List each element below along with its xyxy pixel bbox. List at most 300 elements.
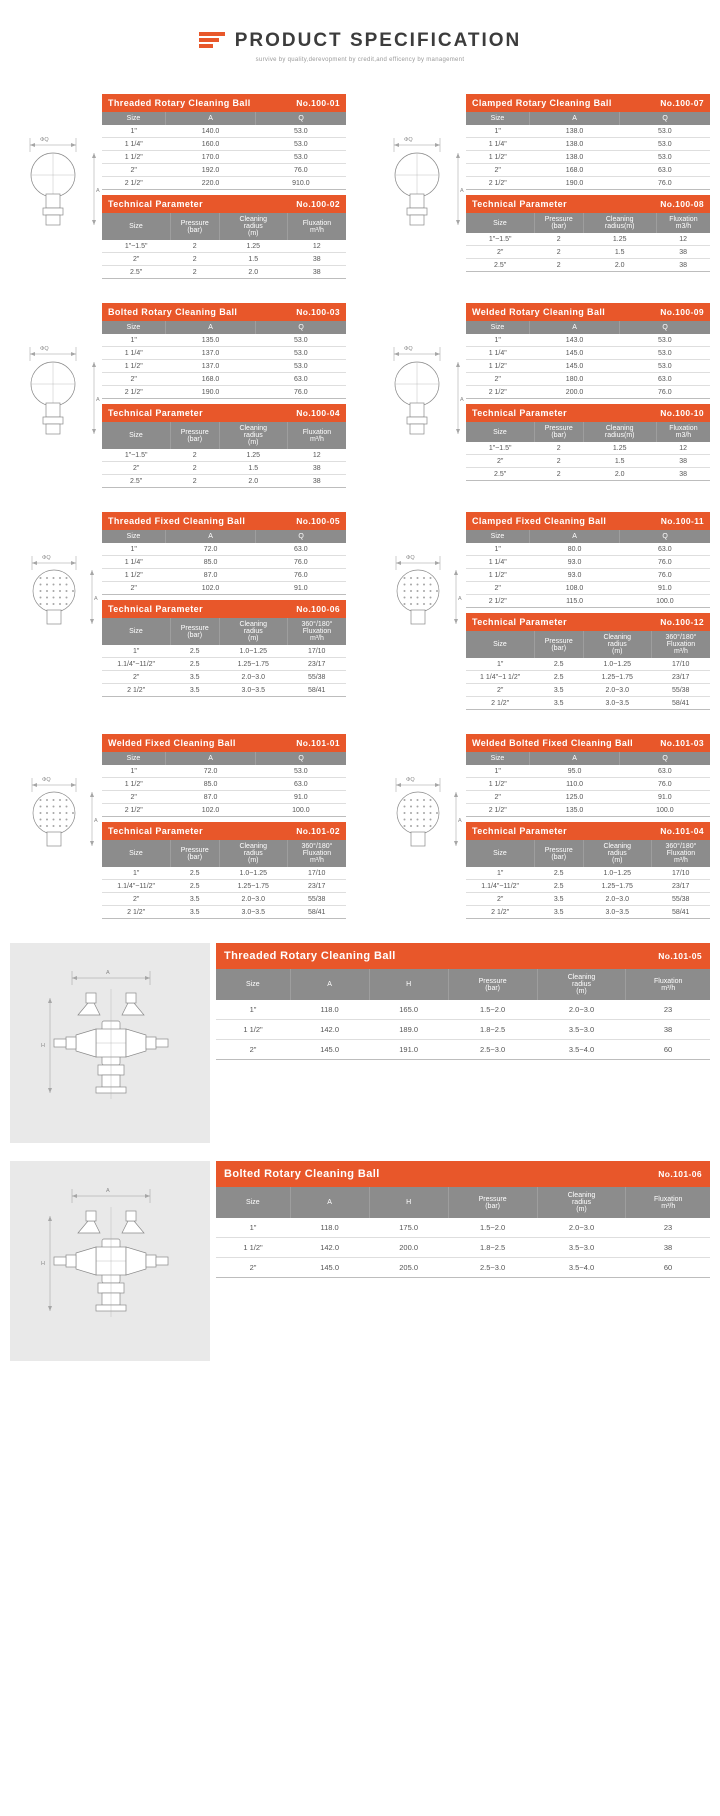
product-row bbox=[10, 734, 710, 919]
cell-a: 93.0 bbox=[529, 556, 619, 569]
th-q: Q bbox=[256, 321, 346, 334]
cell-pressure: 2.5 bbox=[534, 671, 583, 684]
cell-q: 76.0 bbox=[256, 164, 346, 177]
table-row bbox=[102, 867, 346, 880]
th-fluxation: Fluxation m³/h bbox=[626, 969, 710, 1000]
cell-1: 118.0 bbox=[290, 1000, 369, 1020]
dimension-table bbox=[102, 321, 346, 399]
th-a: A bbox=[165, 752, 255, 765]
product-drawing bbox=[374, 734, 466, 880]
cell-pressure: 2 bbox=[170, 266, 219, 279]
cell-fluxation: 23/17 bbox=[287, 658, 346, 671]
cell-size: 1 1/2" bbox=[102, 360, 165, 373]
cell-size: 1 1/4" bbox=[102, 556, 165, 569]
cell-cleaning-radius: 1.25 bbox=[583, 233, 656, 246]
cell-a: 110.0 bbox=[529, 778, 619, 791]
cell-1: 145.0 bbox=[290, 1040, 369, 1060]
cell-size: 2" bbox=[102, 671, 170, 684]
cell-size: 2" bbox=[102, 893, 170, 906]
cell-3: 1.8~2.5 bbox=[448, 1020, 537, 1040]
cell-a: 102.0 bbox=[165, 582, 255, 595]
cell-fluxation: 55/38 bbox=[651, 684, 710, 697]
table-row bbox=[466, 386, 710, 399]
cell-a: 190.0 bbox=[165, 386, 255, 399]
cell-size: 2" bbox=[466, 582, 529, 595]
cell-4: 2.0~3.0 bbox=[537, 1000, 626, 1020]
cell-a: 137.0 bbox=[165, 347, 255, 360]
cell-q: 910.0 bbox=[256, 177, 346, 190]
svg-text:ΦQ: ΦQ bbox=[406, 555, 415, 561]
product-block-clamped-fixed-cleaning-ball bbox=[374, 512, 710, 710]
bottom-drawing bbox=[10, 1161, 210, 1361]
cell-cleaning-radius: 3.0~3.5 bbox=[583, 697, 651, 710]
block-title-bar bbox=[102, 94, 346, 112]
product-drawing bbox=[10, 734, 102, 880]
th-size: Size bbox=[466, 422, 534, 442]
tech-title: Technical Parameter bbox=[108, 408, 203, 418]
cell-cleaning-radius: 1.5 bbox=[583, 246, 656, 259]
block-code: No.101-01 bbox=[296, 738, 340, 748]
th-pressure: Pressure (bar) bbox=[534, 631, 583, 658]
table-row bbox=[466, 334, 710, 347]
svg-text:A: A bbox=[106, 970, 110, 976]
cell-cleaning-radius: 2.0 bbox=[583, 468, 656, 481]
th-cleaning-radius: Cleaning radius (m) bbox=[219, 618, 287, 645]
rotary-ball-drawing bbox=[374, 329, 466, 449]
cell-pressure: 3.5 bbox=[534, 906, 583, 919]
cell-a: 220.0 bbox=[165, 177, 255, 190]
table-row bbox=[102, 138, 346, 151]
cell-size: 2 1/2" bbox=[466, 697, 534, 710]
table-row bbox=[466, 556, 710, 569]
table-row bbox=[466, 233, 710, 246]
cell-size: 1" bbox=[102, 765, 165, 778]
table-row bbox=[102, 658, 346, 671]
table-row bbox=[102, 164, 346, 177]
cell-size: 1 1/4" bbox=[466, 138, 529, 151]
table-row bbox=[102, 684, 346, 697]
th-size: Size bbox=[102, 618, 170, 645]
cell-size: 1"~1.5" bbox=[102, 449, 170, 462]
svg-text:ΦQ: ΦQ bbox=[40, 346, 49, 352]
table-row bbox=[466, 880, 710, 893]
cell-pressure: 2.5 bbox=[534, 658, 583, 671]
table-row bbox=[466, 791, 710, 804]
cell-a: 108.0 bbox=[529, 582, 619, 595]
cell-a: 200.0 bbox=[529, 386, 619, 399]
fixed-ball-drawing bbox=[374, 760, 466, 880]
table-row bbox=[216, 1238, 710, 1258]
cell-q: 53.0 bbox=[256, 334, 346, 347]
bottom-block-bolted-rotary-cleaning-ball-101-06 bbox=[10, 1161, 710, 1361]
cell-pressure: 2 bbox=[170, 449, 219, 462]
technical-table bbox=[466, 213, 710, 272]
svg-text:ΦQ: ΦQ bbox=[406, 777, 415, 783]
svg-text:A: A bbox=[96, 188, 100, 194]
svg-text:A: A bbox=[96, 397, 100, 403]
cell-pressure: 2 bbox=[534, 455, 583, 468]
th-h: H bbox=[369, 969, 448, 1000]
cell-size: 2" bbox=[466, 164, 529, 177]
th-a: A bbox=[290, 969, 369, 1000]
product-drawing bbox=[10, 512, 102, 658]
cell-q: 53.0 bbox=[620, 347, 710, 360]
bottom-drawing bbox=[10, 943, 210, 1143]
table-row bbox=[216, 1040, 710, 1060]
block-code: No.100-03 bbox=[296, 307, 340, 317]
cell-q: 63.0 bbox=[620, 765, 710, 778]
cell-5: 60 bbox=[626, 1040, 710, 1060]
product-tables bbox=[102, 734, 346, 919]
cell-q: 100.0 bbox=[256, 804, 346, 817]
table-row bbox=[466, 468, 710, 481]
table-row bbox=[102, 373, 346, 386]
cell-cleaning-radius: 1.25 bbox=[219, 449, 287, 462]
cell-3: 2.5~3.0 bbox=[448, 1040, 537, 1060]
product-tables bbox=[466, 94, 710, 272]
cell-size: 2" bbox=[102, 462, 170, 475]
cell-cleaning-radius: 2.0 bbox=[219, 266, 287, 279]
cell-2: 165.0 bbox=[369, 1000, 448, 1020]
th-a: A bbox=[529, 530, 619, 543]
cell-a: 138.0 bbox=[529, 125, 619, 138]
cell-fluxation: 58/41 bbox=[651, 697, 710, 710]
cell-size: 1" bbox=[466, 543, 529, 556]
cell-3: 1.5~2.0 bbox=[448, 1000, 537, 1020]
bottom-title-bar bbox=[216, 1161, 710, 1187]
svg-text:A: A bbox=[106, 1188, 110, 1194]
cell-q: 76.0 bbox=[256, 386, 346, 399]
cell-fluxation: 23/17 bbox=[651, 880, 710, 893]
cell-1: 118.0 bbox=[290, 1218, 369, 1238]
svg-text:ΦQ: ΦQ bbox=[404, 137, 413, 143]
th-q: Q bbox=[256, 752, 346, 765]
dimension-table bbox=[102, 530, 346, 595]
th-fluxation: 360°/180° Fluxation m³/h bbox=[287, 840, 346, 867]
svg-text:ΦQ: ΦQ bbox=[404, 346, 413, 352]
cell-a: 137.0 bbox=[165, 360, 255, 373]
cell-pressure: 2.5 bbox=[534, 880, 583, 893]
cell-q: 63.0 bbox=[256, 543, 346, 556]
th-size: Size bbox=[466, 631, 534, 658]
product-drawing bbox=[374, 512, 466, 658]
block-code: No.100-05 bbox=[296, 516, 340, 526]
th-a: A bbox=[529, 112, 619, 125]
cell-q: 53.0 bbox=[256, 151, 346, 164]
cell-fluxation: 55/38 bbox=[287, 671, 346, 684]
tech-title: Technical Parameter bbox=[108, 826, 203, 836]
block-title-bar bbox=[102, 734, 346, 752]
th-size: Size bbox=[102, 213, 170, 240]
table-row bbox=[216, 1218, 710, 1238]
cell-a: 145.0 bbox=[529, 360, 619, 373]
block-title: Welded Rotary Cleaning Ball bbox=[472, 307, 606, 317]
table-row bbox=[466, 582, 710, 595]
block-title: Clamped Fixed Cleaning Ball bbox=[472, 516, 607, 526]
cell-cleaning-radius: 2.0 bbox=[219, 475, 287, 488]
cell-q: 91.0 bbox=[256, 791, 346, 804]
cell-q: 63.0 bbox=[256, 373, 346, 386]
th-size: Size bbox=[466, 213, 534, 233]
cell-pressure: 2.5 bbox=[170, 867, 219, 880]
cell-pressure: 2.5 bbox=[170, 645, 219, 658]
cell-cleaning-radius: 1.0~1.25 bbox=[583, 867, 651, 880]
th-q: Q bbox=[256, 530, 346, 543]
cell-size: 1"~1.5" bbox=[466, 233, 534, 246]
cell-fluxation: 58/41 bbox=[651, 906, 710, 919]
cell-cleaning-radius: 1.5 bbox=[219, 253, 287, 266]
cell-cleaning-radius: 1.25 bbox=[219, 240, 287, 253]
cell-size: 2 1/2" bbox=[466, 595, 529, 608]
cell-size: 2" bbox=[102, 373, 165, 386]
tech-title-bar bbox=[102, 404, 346, 422]
cell-q: 76.0 bbox=[256, 569, 346, 582]
cell-a: 115.0 bbox=[529, 595, 619, 608]
product-block-threaded-rotary-cleaning-ball bbox=[10, 94, 346, 279]
cell-a: 95.0 bbox=[529, 765, 619, 778]
table-row bbox=[466, 765, 710, 778]
th-fluxation: Fluxation m³/h bbox=[626, 1187, 710, 1218]
product-drawing bbox=[10, 94, 102, 240]
cell-a: 87.0 bbox=[165, 569, 255, 582]
bottom-code: No.101-05 bbox=[658, 951, 702, 961]
th-fluxation: Fluxation m³/h bbox=[287, 422, 346, 449]
cell-q: 76.0 bbox=[620, 177, 710, 190]
cell-0: 2" bbox=[216, 1258, 290, 1278]
table-row bbox=[466, 804, 710, 817]
table-row bbox=[102, 386, 346, 399]
cell-4: 3.5~3.0 bbox=[537, 1020, 626, 1040]
cell-a: 85.0 bbox=[165, 778, 255, 791]
cell-size: 1 1/2" bbox=[102, 569, 165, 582]
product-block-welded-rotary-cleaning-ball bbox=[374, 303, 710, 488]
cell-size: 2 1/2" bbox=[102, 177, 165, 190]
technical-table bbox=[466, 840, 710, 919]
cell-pressure: 3.5 bbox=[170, 684, 219, 697]
cell-2: 189.0 bbox=[369, 1020, 448, 1040]
cell-q: 91.0 bbox=[620, 791, 710, 804]
cell-fluxation: 38 bbox=[656, 468, 710, 481]
cell-fluxation: 38 bbox=[287, 462, 346, 475]
cell-size: 1 1/4" bbox=[102, 347, 165, 360]
table-row bbox=[466, 455, 710, 468]
cell-q: 63.0 bbox=[620, 164, 710, 177]
th-pressure: Pressure (bar) bbox=[448, 1187, 537, 1218]
cell-a: 125.0 bbox=[529, 791, 619, 804]
cell-q: 76.0 bbox=[620, 778, 710, 791]
th-q: Q bbox=[620, 530, 710, 543]
table-row bbox=[216, 1020, 710, 1040]
tech-code: No.100-08 bbox=[660, 199, 704, 209]
table-row bbox=[102, 765, 346, 778]
tech-title: Technical Parameter bbox=[472, 617, 567, 627]
table-row bbox=[102, 347, 346, 360]
th-size: Size bbox=[216, 1187, 290, 1218]
dimension-table bbox=[102, 112, 346, 190]
product-tables bbox=[102, 94, 346, 279]
block-title-bar bbox=[466, 94, 710, 112]
block-title: Welded Bolted Fixed Cleaning Ball bbox=[472, 738, 634, 748]
cell-pressure: 2 bbox=[170, 475, 219, 488]
cell-cleaning-radius: 2.0~3.0 bbox=[583, 684, 651, 697]
product-drawing bbox=[10, 303, 102, 449]
cell-size: 2.5" bbox=[466, 259, 534, 272]
cell-q: 53.0 bbox=[256, 125, 346, 138]
cell-4: 2.0~3.0 bbox=[537, 1218, 626, 1238]
table-row bbox=[466, 442, 710, 455]
cell-a: 87.0 bbox=[165, 791, 255, 804]
cell-size: 2" bbox=[466, 893, 534, 906]
cell-size: 1"~1.5" bbox=[102, 240, 170, 253]
cell-cleaning-radius: 1.5 bbox=[219, 462, 287, 475]
th-cleaning-radius: Cleaning radius (m) bbox=[219, 422, 287, 449]
svg-text:ΦQ: ΦQ bbox=[42, 777, 51, 783]
cell-a: 168.0 bbox=[529, 164, 619, 177]
cell-a: 143.0 bbox=[529, 334, 619, 347]
svg-text:A: A bbox=[460, 397, 464, 403]
table-row bbox=[102, 569, 346, 582]
table-row bbox=[102, 906, 346, 919]
cell-size: 1.1/4"~11/2" bbox=[466, 880, 534, 893]
table-row bbox=[102, 177, 346, 190]
cell-cleaning-radius: 1.25~1.75 bbox=[583, 880, 651, 893]
cell-a: 72.0 bbox=[165, 543, 255, 556]
product-tables bbox=[102, 512, 346, 697]
th-h: H bbox=[369, 1187, 448, 1218]
block-title: Threaded Rotary Cleaning Ball bbox=[108, 98, 251, 108]
product-block-threaded-fixed-cleaning-ball bbox=[10, 512, 346, 710]
table-row bbox=[466, 125, 710, 138]
cell-q: 91.0 bbox=[620, 582, 710, 595]
cell-size: 2 1/2" bbox=[102, 386, 165, 399]
cell-size: 2 1/2" bbox=[466, 906, 534, 919]
cell-a: 80.0 bbox=[529, 543, 619, 556]
cell-a: 93.0 bbox=[529, 569, 619, 582]
cell-a: 138.0 bbox=[529, 151, 619, 164]
cell-pressure: 2 bbox=[170, 253, 219, 266]
cell-pressure: 3.5 bbox=[170, 671, 219, 684]
cell-0: 2" bbox=[216, 1040, 290, 1060]
cell-q: 53.0 bbox=[620, 125, 710, 138]
cell-0: 1 1/2" bbox=[216, 1238, 290, 1258]
cell-size: 1" bbox=[466, 765, 529, 778]
cell-a: 72.0 bbox=[165, 765, 255, 778]
cell-q: 100.0 bbox=[620, 804, 710, 817]
tech-title: Technical Parameter bbox=[472, 408, 567, 418]
product-row bbox=[10, 303, 710, 488]
th-size: Size bbox=[466, 752, 529, 765]
cell-size: 2.5" bbox=[102, 475, 170, 488]
product-tables bbox=[466, 512, 710, 710]
th-q: Q bbox=[620, 112, 710, 125]
tech-code: No.100-06 bbox=[296, 604, 340, 614]
cell-size: 1 1/4"~1 1/2" bbox=[466, 671, 534, 684]
cell-size: 1" bbox=[102, 543, 165, 556]
cell-fluxation: 38 bbox=[656, 246, 710, 259]
bottom-title-bar bbox=[216, 943, 710, 969]
th-fluxation: 360°/180° Fluxation m³/h bbox=[287, 618, 346, 645]
cell-size: 2" bbox=[102, 791, 165, 804]
table-row bbox=[102, 360, 346, 373]
cell-pressure: 2.5 bbox=[170, 880, 219, 893]
cell-a: 85.0 bbox=[165, 556, 255, 569]
fixed-ball-drawing bbox=[374, 538, 466, 658]
cell-size: 1 1/2" bbox=[466, 778, 529, 791]
table-row bbox=[102, 778, 346, 791]
cell-size: 1 1/2" bbox=[102, 151, 165, 164]
th-size: Size bbox=[216, 969, 290, 1000]
technical-table bbox=[102, 213, 346, 279]
cell-size: 2 1/2" bbox=[102, 906, 170, 919]
th-q: Q bbox=[256, 112, 346, 125]
logo-bars-icon bbox=[199, 32, 225, 50]
table-row bbox=[466, 151, 710, 164]
tech-title-bar bbox=[466, 195, 710, 213]
dimension-table bbox=[466, 530, 710, 608]
cell-size: 1 1/4" bbox=[102, 138, 165, 151]
th-fluxation: 360°/180° Fluxation m³/h bbox=[651, 631, 710, 658]
cell-5: 38 bbox=[626, 1020, 710, 1040]
cell-size: 2" bbox=[102, 253, 170, 266]
block-title-bar bbox=[466, 512, 710, 530]
table-row bbox=[102, 475, 346, 488]
th-pressure: Pressure (bar) bbox=[170, 213, 219, 240]
cell-fluxation: 12 bbox=[656, 442, 710, 455]
cell-q: 63.0 bbox=[256, 778, 346, 791]
cell-q: 63.0 bbox=[620, 373, 710, 386]
technical-table bbox=[466, 631, 710, 710]
cell-0: 1" bbox=[216, 1000, 290, 1020]
cell-pressure: 2 bbox=[170, 240, 219, 253]
table-row bbox=[102, 671, 346, 684]
svg-text:H: H bbox=[41, 1043, 45, 1049]
tech-code: No.100-02 bbox=[296, 199, 340, 209]
cell-fluxation: 17/10 bbox=[651, 867, 710, 880]
cell-q: 76.0 bbox=[620, 386, 710, 399]
product-block-welded-bolted-fixed-cleaning-ball bbox=[374, 734, 710, 919]
bottom-tables bbox=[210, 1161, 710, 1361]
bottom-spec-table bbox=[216, 1187, 710, 1278]
cell-q: 91.0 bbox=[256, 582, 346, 595]
cell-fluxation: 23/17 bbox=[651, 671, 710, 684]
cell-fluxation: 38 bbox=[287, 266, 346, 279]
th-cleaning-radius: Cleaning radius (m) bbox=[583, 840, 651, 867]
product-drawing bbox=[374, 303, 466, 449]
cell-q: 76.0 bbox=[620, 569, 710, 582]
cell-0: 1" bbox=[216, 1218, 290, 1238]
th-pressure: Pressure (bar) bbox=[170, 840, 219, 867]
cell-q: 76.0 bbox=[620, 556, 710, 569]
block-title: Bolted Rotary Cleaning Ball bbox=[108, 307, 238, 317]
tech-title-bar bbox=[466, 404, 710, 422]
cell-a: 145.0 bbox=[529, 347, 619, 360]
cell-cleaning-radius: 1.25~1.75 bbox=[219, 880, 287, 893]
cell-pressure: 2.5 bbox=[534, 867, 583, 880]
cell-size: 1"~1.5" bbox=[466, 442, 534, 455]
rotary-ball-drawing bbox=[10, 120, 102, 240]
cell-5: 38 bbox=[626, 1238, 710, 1258]
cell-size: 2.5" bbox=[102, 266, 170, 279]
th-size: Size bbox=[466, 530, 529, 543]
cell-size: 2" bbox=[466, 684, 534, 697]
cell-fluxation: 55/38 bbox=[287, 893, 346, 906]
th-a: A bbox=[529, 321, 619, 334]
block-title: Threaded Fixed Cleaning Ball bbox=[108, 516, 246, 526]
cell-5: 23 bbox=[626, 1218, 710, 1238]
cell-size: 1" bbox=[102, 334, 165, 347]
cell-size: 1" bbox=[466, 334, 529, 347]
cell-pressure: 2.5 bbox=[170, 658, 219, 671]
